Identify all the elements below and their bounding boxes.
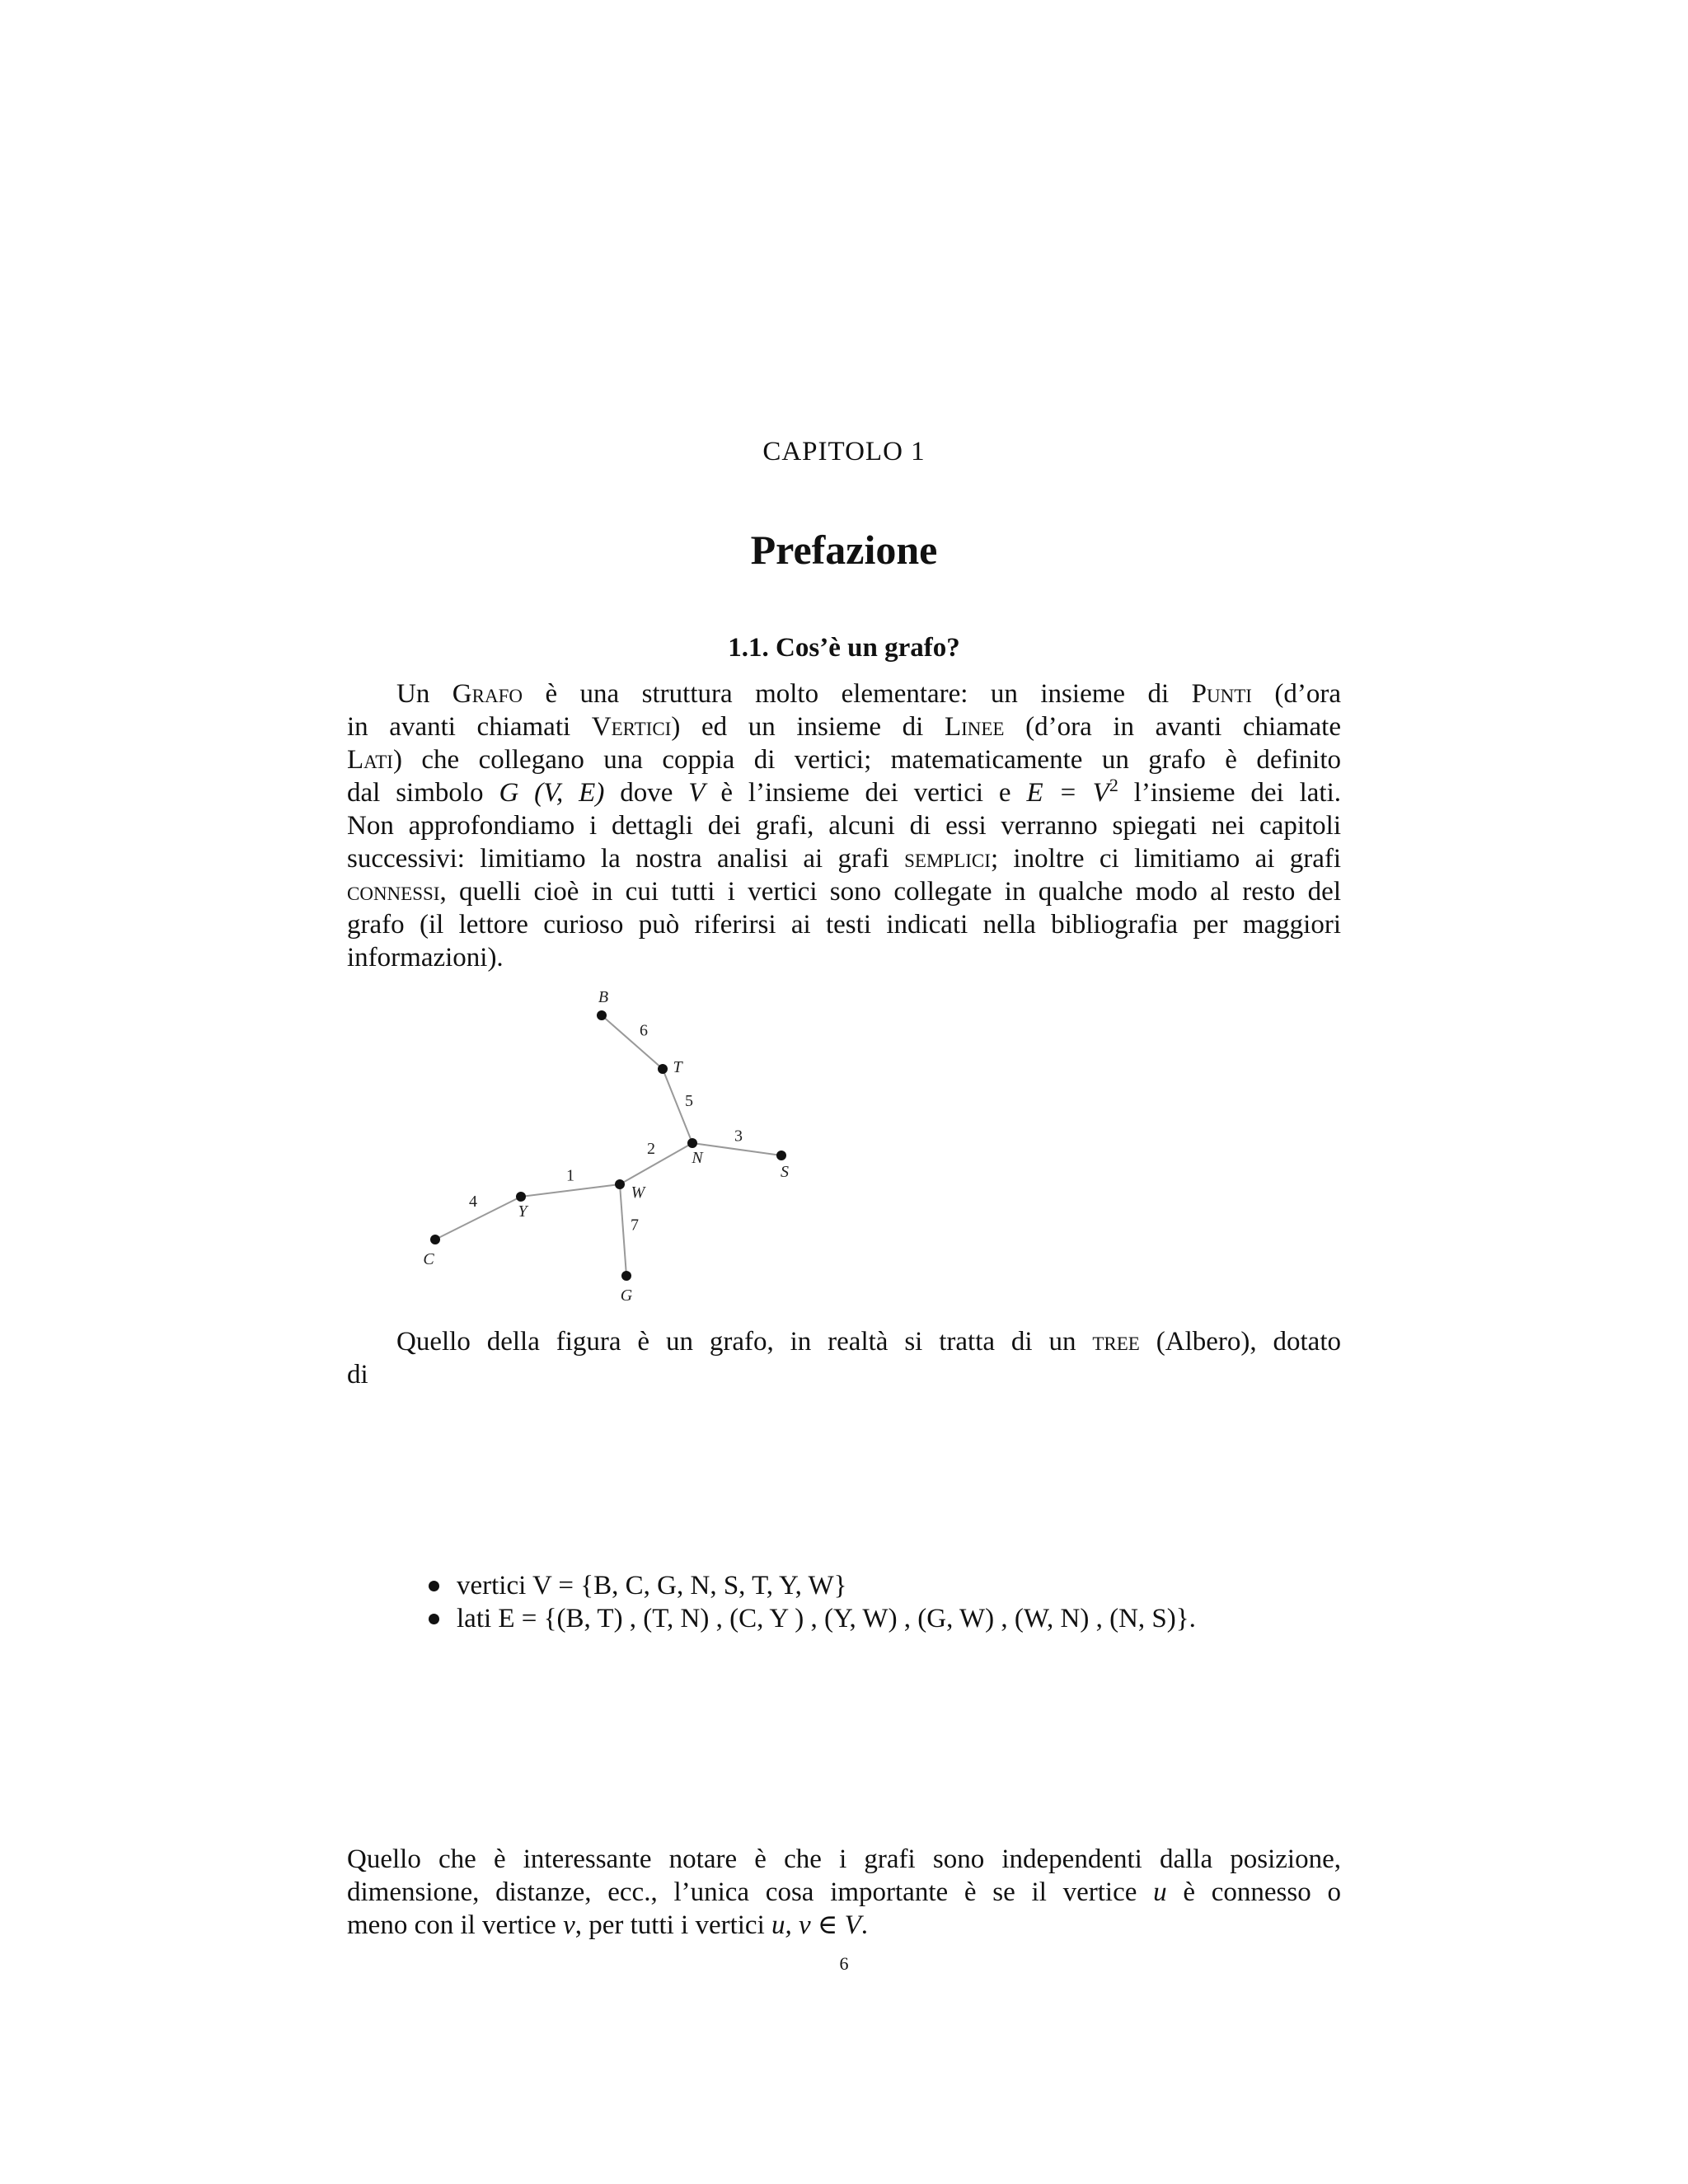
vertex-label-Y: Y	[518, 1202, 528, 1221]
vertex-B	[597, 1010, 607, 1020]
term-linee: Linee	[944, 712, 1005, 742]
vertex-N	[687, 1138, 697, 1148]
edge-B-T	[602, 1015, 663, 1069]
edge-W-G	[620, 1184, 626, 1276]
closing-line-1: Quello che è interessante notare è che i grafi sono independenti dalla posizione,	[347, 1844, 1341, 1874]
closing-line-3: meno con il vertice v, per tutti i vertici u, v ∈ V.	[347, 1910, 868, 1940]
closing-paragraph	[347, 1843, 1341, 1942]
edge-W-N	[620, 1143, 692, 1184]
vertex-label-T: T	[673, 1058, 682, 1076]
intro-paragraph	[347, 677, 1341, 974]
definition-list	[429, 1569, 1196, 1635]
intro-line-5: Non approfondiamo i dettagli dei grafi, alcuni di essi verranno spiegati nei capitoli	[347, 811, 1341, 841]
closing-line-2: dimensione, distanze, ecc., l’unica cosa importante è se il vertice u è connesso o	[347, 1877, 1341, 1907]
vertex-label-B: B	[598, 988, 609, 1006]
vertex-label-N: N	[692, 1149, 703, 1167]
after-figure-paragraph	[347, 1325, 1341, 1391]
term-grafo: Grafo	[452, 679, 523, 709]
edge-weight-N-S: 3	[734, 1127, 743, 1146]
intro-line-2: in avanti chiamati Vertici) ed un insieme di Linee (d’ora in avanti chiamate	[347, 712, 1341, 742]
intro-line-3: Lati) che collegano una coppia di vertici; matematicamente un grafo è definito	[347, 745, 1341, 775]
vertex-C	[430, 1235, 440, 1244]
vertex-label-S: S	[781, 1163, 789, 1181]
term-vertici: Vertici	[591, 712, 672, 742]
math-e-eq: E = V	[1026, 778, 1109, 808]
math-gve: G (V, E)	[499, 778, 605, 808]
after-figure-line-1: Quello della figura è un grafo, in realtà si tratta di un tree (Albero), dotato	[396, 1327, 1341, 1357]
vertex-T	[658, 1064, 668, 1074]
edge-weight-B-T: 6	[640, 1021, 648, 1040]
intro-line-9: informazioni).	[347, 943, 504, 972]
intro-line-8: grafo (il lettore curioso può riferirsi ai testi indicati nella bibliografia per maggiori	[347, 910, 1341, 940]
edge-weight-T-N: 5	[685, 1092, 693, 1110]
vertex-Y	[516, 1192, 526, 1202]
edge-weight-W-N: 2	[647, 1140, 655, 1158]
intro-line-1: Un Grafo è una struttura molto elementare: un insieme di Punti (d’ora	[396, 679, 1341, 709]
edge-weight-W-G: 7	[631, 1216, 639, 1235]
edge-weight-C-Y: 4	[469, 1193, 477, 1211]
after-figure-line-2: di	[347, 1360, 368, 1390]
term-tree: tree	[1092, 1327, 1140, 1357]
intro-line-7: connessi, quelli cioè in cui tutti i vertici sono collegate in qualche modo al resto del	[347, 877, 1341, 907]
chapter-label: CAPITOLO 1	[762, 437, 926, 466]
term-connessi: connessi	[347, 877, 440, 907]
tree-graph-figure	[396, 981, 824, 1310]
intro-line-4: dal simbolo G (V, E) dove V è l’insieme dei vertici e $E = V^2$ l’insieme dei lati.	[347, 775, 1341, 808]
vertex-W	[615, 1179, 625, 1189]
term-lati: Lati	[347, 745, 393, 775]
list-item-vertici: vertici V = {B, C, G, N, S, T, Y, W}	[429, 1569, 1196, 1602]
term-semplici: semplici	[904, 844, 991, 874]
vertex-label-C: C	[423, 1250, 434, 1268]
vertex-S	[776, 1151, 786, 1160]
section-title: 1.1. Cos’è un grafo?	[728, 633, 960, 663]
intro-line-6: successivi: limitiamo la nostra analisi ai grafi semplici; inoltre ci limitiamo ai grafi	[347, 844, 1342, 874]
vertex-label-W: W	[631, 1183, 645, 1202]
chapter-title: Prefazione	[750, 527, 938, 573]
vertex-label-G: G	[620, 1286, 633, 1305]
list-item-lati: lati E = {(B, T) , (T, N) , (C, Y ) , (Y, W) , (G, W) , (W, N) , (N, S)}.	[429, 1602, 1196, 1635]
edge-Y-W	[521, 1184, 620, 1197]
page-number: 6	[839, 1953, 849, 1974]
term-punti: Punti	[1191, 679, 1252, 709]
edge-C-Y	[435, 1197, 521, 1240]
vertex-G	[621, 1271, 631, 1281]
edge-weight-Y-W: 1	[566, 1166, 574, 1185]
